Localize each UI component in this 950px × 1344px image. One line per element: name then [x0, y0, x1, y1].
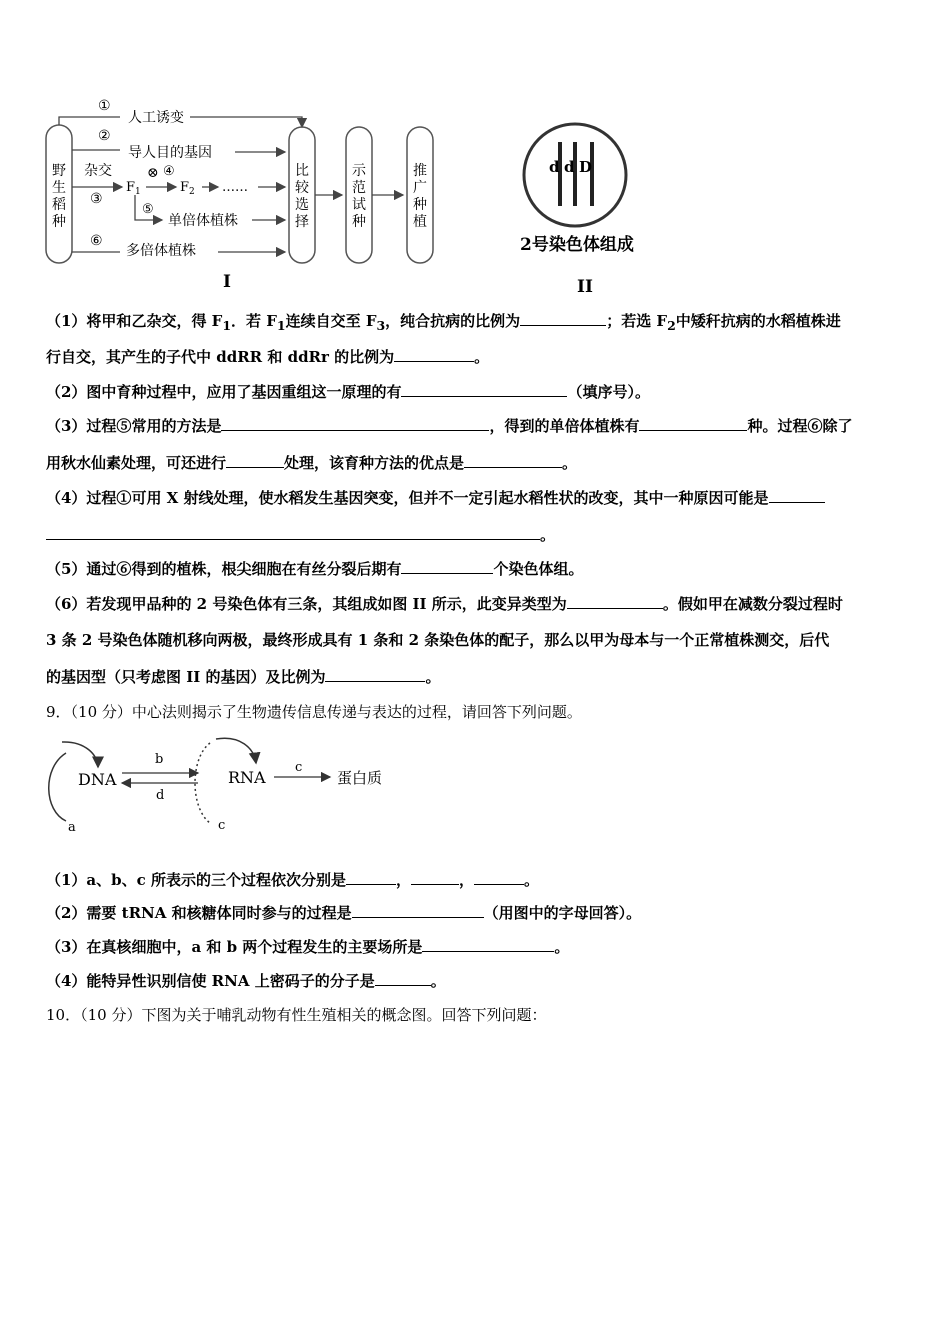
breeding-process-diagram	[40, 95, 440, 295]
wild-rice-label-4: 种	[52, 214, 66, 230]
q8-part4-line2: 。	[46, 524, 555, 546]
q9-blank-6[interactable]	[375, 971, 431, 986]
step-5-number: ⑤	[142, 202, 154, 217]
allele-1: d	[549, 158, 560, 176]
answer-blank-6[interactable]	[226, 453, 284, 468]
demo-trial-1: 示	[352, 163, 366, 179]
dna-label: DNA	[78, 770, 117, 789]
chromosome-figure-title: 2号染色体组成	[520, 235, 634, 255]
q8-part5: （5）通过⑥得到的植株，根尖细胞在有丝分裂后期有 个染色体组。	[46, 560, 584, 578]
allele-3: D	[579, 158, 593, 176]
figure-2-caption: II	[577, 277, 593, 297]
chromosome-composition-figure	[520, 120, 660, 300]
f2-label: $F_2$	[180, 180, 195, 197]
step-6-label: 多倍体植株	[126, 243, 196, 259]
q8-part1-line2: 行自交，其产生的子代中 ddRR 和 ddRr 的比例为 。	[46, 348, 490, 366]
ellipsis: ……	[222, 180, 248, 195]
process-d-label: d	[156, 788, 165, 803]
compare-select-1: 比	[295, 163, 309, 179]
q8-part1-line1: （1）将甲和乙杂交，得 $F_1$．若 $F_1$连续自交至 $F_3$，纯合抗病的比例为 ；若选 $F_2$中矮秆抗病的水稻植株进	[46, 312, 841, 333]
answer-blank-2[interactable]	[394, 347, 474, 362]
answer-blank-10[interactable]	[567, 594, 663, 609]
rna-label: RNA	[228, 768, 266, 787]
figure-1-caption: I	[223, 272, 231, 292]
answer-blank-4[interactable]	[221, 416, 489, 431]
protein-label: 蛋白质	[337, 769, 383, 787]
q9-part2: （2）需要 tRNA 和核糖体同时参与的过程是 （用图中的字母回答）。	[46, 904, 642, 922]
process-a-label: a	[68, 820, 76, 835]
q9-part1: （1）a、b、c 所表示的三个过程依次分别是 ， ， 。	[46, 871, 540, 889]
promote-2: 广	[413, 180, 427, 196]
wild-rice-label-1: 野	[52, 163, 66, 179]
step-2-label: 导人目的基因	[128, 145, 212, 161]
q9-title: 9．（10 分）中心法则揭示了生物遗传信息传递与表达的过程，请回答下列问题。	[46, 703, 582, 721]
demo-trial-4: 种	[352, 214, 366, 230]
promote-1: 推	[413, 163, 427, 179]
process-e-label: c	[218, 818, 226, 833]
demo-trial-3: 试	[352, 197, 366, 213]
compare-select-3: 选	[295, 197, 309, 213]
q8-part2: （2）图中育种过程中，应用了基因重组这一原理的有 （填序号）。	[46, 383, 650, 401]
demo-trial-2: 范	[352, 180, 366, 196]
q8-part4-line1: （4）过程①可用 X 射线处理，使水稻发生基因突变，但并不一定引起水稻性状的改变，其中一种原因可能是	[46, 487, 825, 509]
promote-3: 种	[413, 197, 427, 213]
cross-label: 杂交	[84, 163, 112, 179]
answer-blank-8a[interactable]	[769, 488, 825, 503]
answer-blank-11[interactable]	[325, 667, 425, 682]
allele-2: d	[564, 158, 575, 176]
answer-blank-9[interactable]	[401, 559, 493, 574]
f1-label: $F_1$	[126, 180, 141, 197]
step-1-number: ①	[98, 98, 111, 114]
q8-part3-line2: 用秋水仙素处理，可还进行 处理，该育种方法的优点是 。	[46, 454, 578, 472]
q9-blank-2[interactable]	[411, 870, 459, 885]
promote-4: 植	[413, 214, 427, 230]
q9-blank-5[interactable]	[422, 937, 554, 952]
q9-part3: （3）在真核细胞中，a 和 b 两个过程发生的主要场所是 。	[46, 938, 570, 956]
step-3-number: ③	[90, 191, 103, 207]
q8-part6-line1: （6）若发现甲品种的 2 号染色体有三条，其组成如图 II 所示，此变异类型为 。假如甲在减数分裂过程时	[46, 595, 843, 613]
step-4-number: ④	[163, 164, 175, 179]
answer-blank-8b[interactable]	[46, 525, 540, 540]
selfing-symbol: ⊗	[147, 165, 159, 181]
process-c-label: c	[295, 760, 303, 775]
q8-part6-line3: 的基因型（只考虑图 II 的基因）及比例为 。	[46, 668, 441, 686]
process-b-label: b	[155, 752, 164, 767]
q9-part4: （4）能特异性识别信使 RNA 上密码子的分子是 。	[46, 972, 446, 990]
q9-blank-1[interactable]	[346, 870, 396, 885]
step-2-number: ②	[98, 128, 111, 144]
central-dogma-diagram	[40, 733, 400, 838]
answer-blank-1[interactable]	[520, 311, 606, 326]
q9-blank-4[interactable]	[352, 903, 484, 918]
answer-blank-7[interactable]	[464, 453, 562, 468]
compare-select-2: 较	[295, 180, 309, 196]
step-1-label: 人工诱变	[128, 110, 184, 126]
wild-rice-label-2: 生	[52, 180, 66, 196]
q10-title: 10．（10 分）下图为关于哺乳动物有性生殖相关的概念图。回答下列问题：	[46, 1006, 547, 1024]
answer-blank-5[interactable]	[639, 416, 747, 431]
q8-part3-line1: （3）过程⑤常用的方法是 ，得到的单倍体植株有 种。过程⑥除了	[46, 417, 853, 435]
compare-select-4: 择	[295, 214, 309, 230]
wild-rice-label-3: 稻	[52, 197, 66, 213]
step-5-label: 单倍体植株	[168, 213, 238, 229]
answer-blank-3[interactable]	[401, 382, 567, 397]
q8-part6-line2: 3 条 2 号染色体随机移向两极，最终形成具有 1 条和 2 条染色体的配子，那么以甲为母本与一个正常植株测交，后代	[46, 631, 830, 649]
step-6-number: ⑥	[90, 233, 103, 249]
q9-blank-3[interactable]	[474, 870, 524, 885]
